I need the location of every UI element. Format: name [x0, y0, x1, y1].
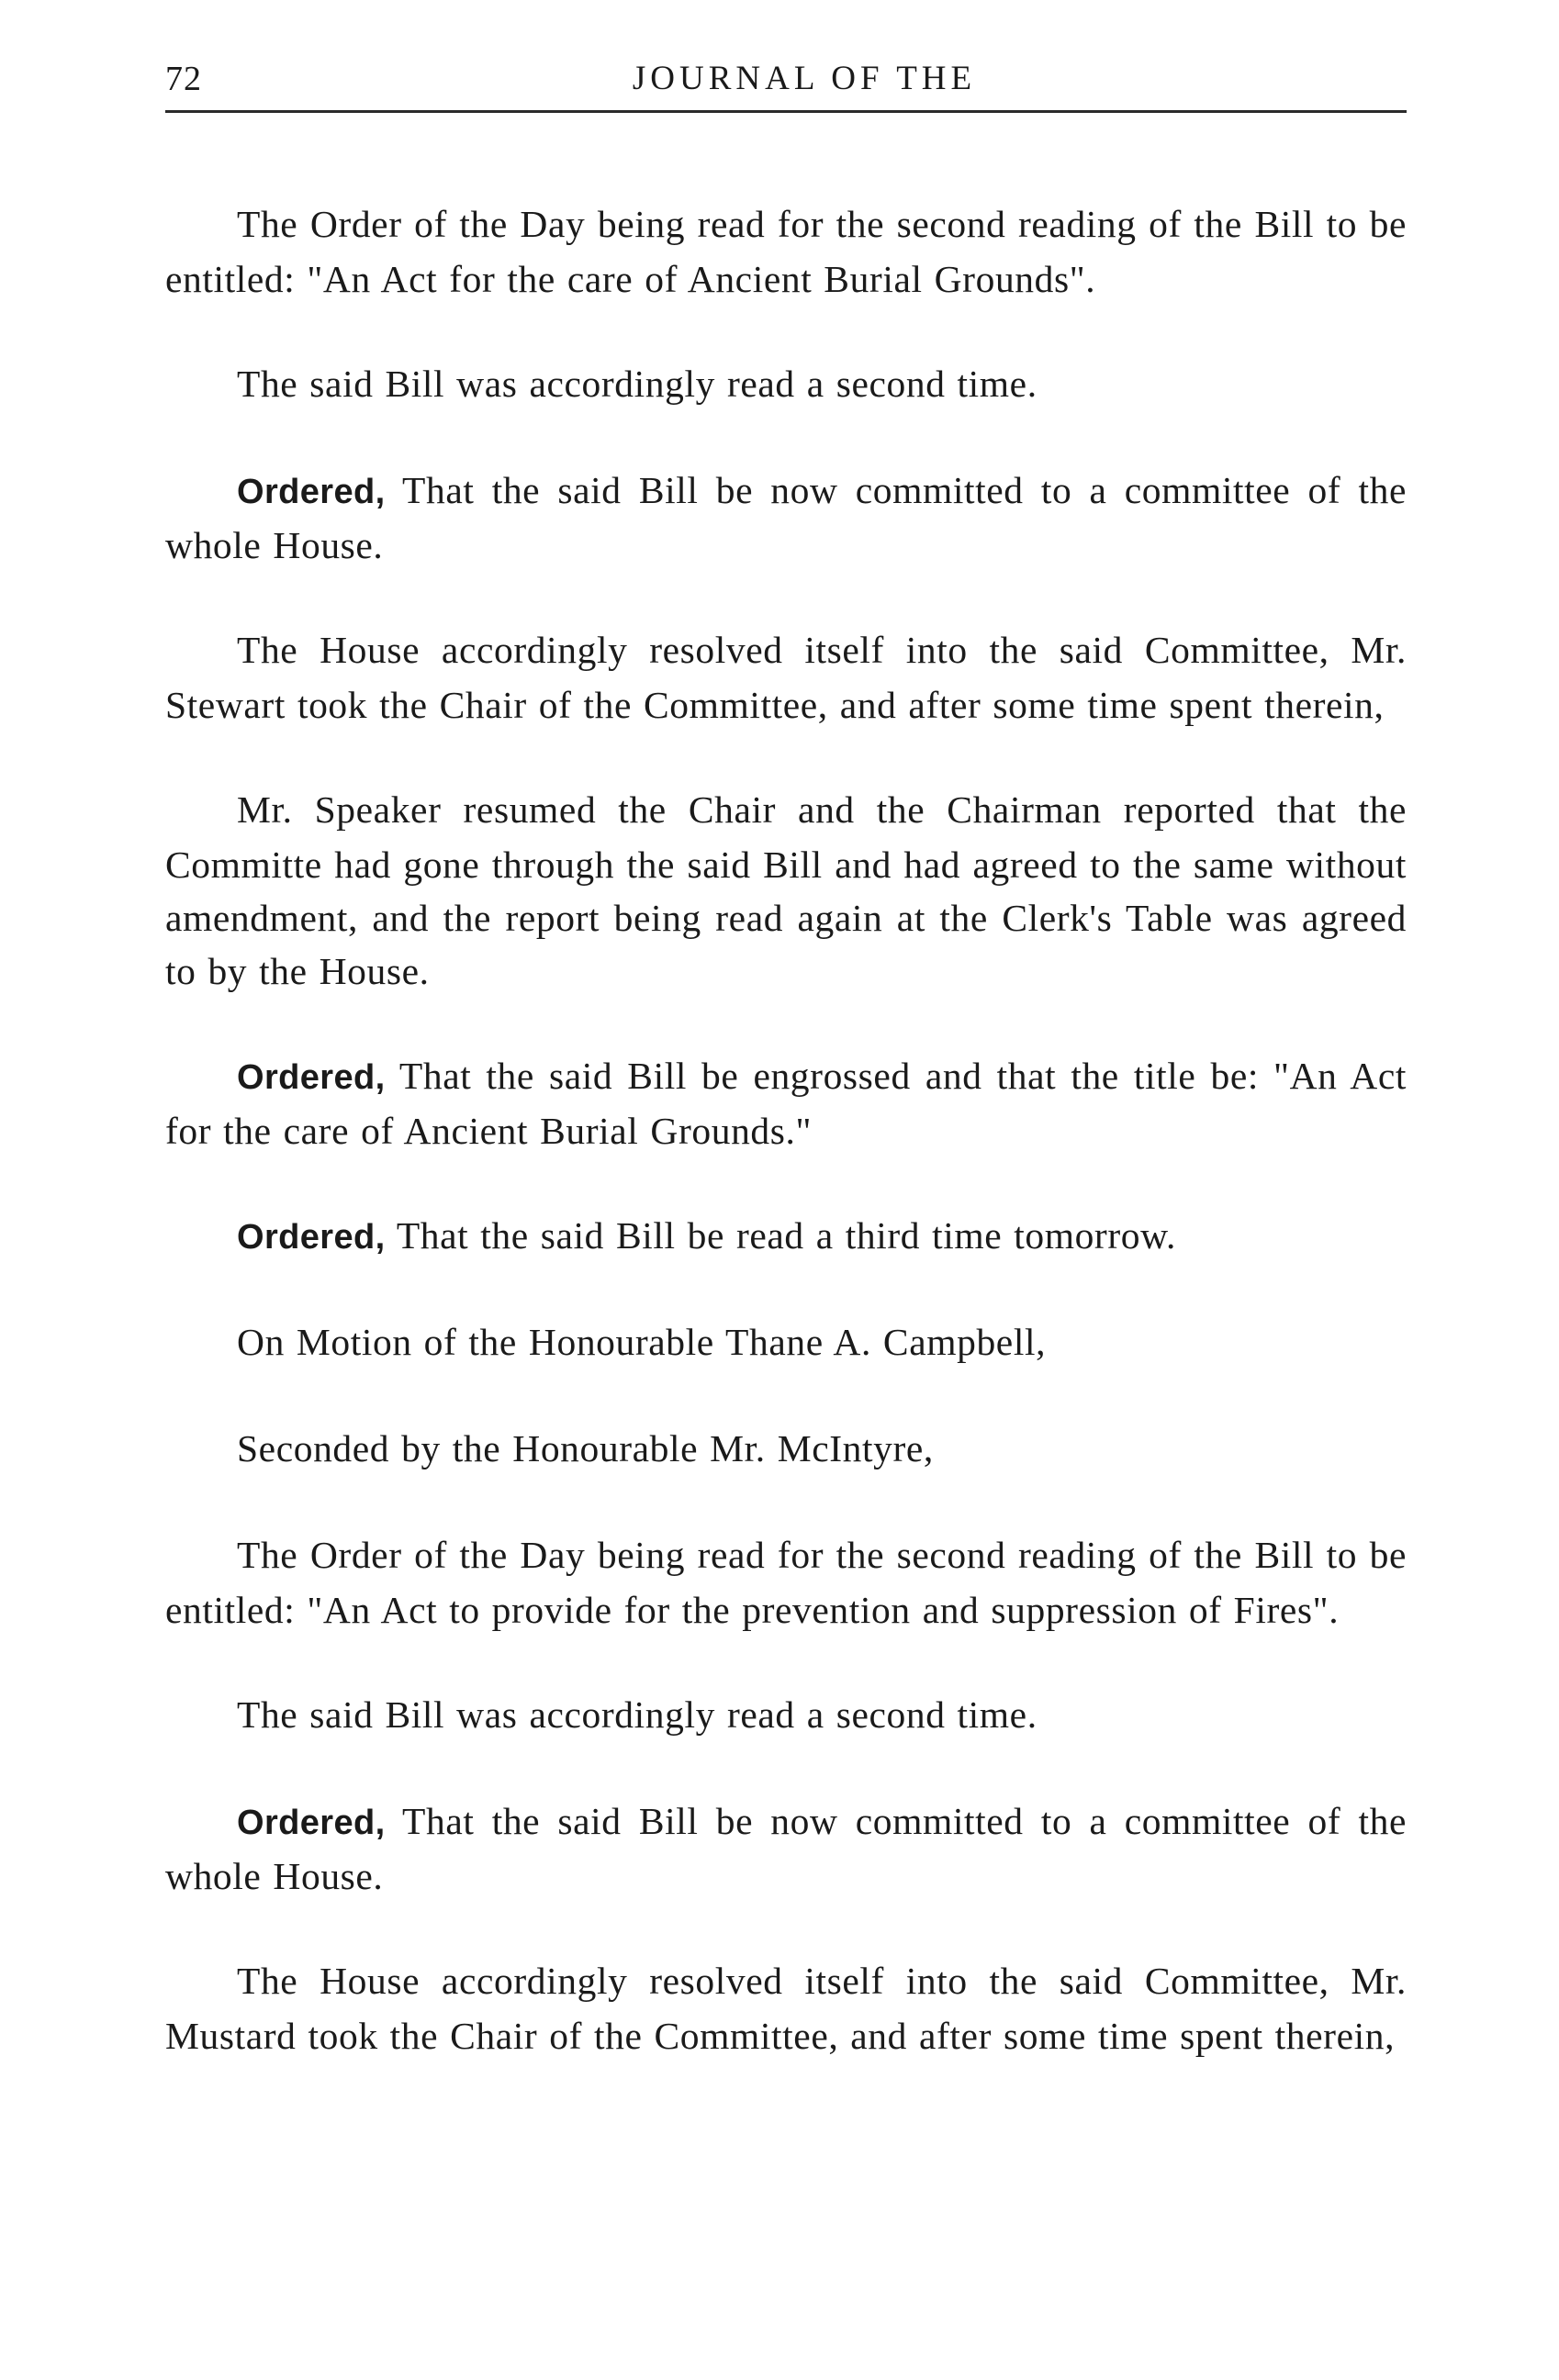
paragraph-text: That the said Bill be read a third time tomorrow. [396, 1214, 1176, 1257]
page-header [165, 53, 1407, 113]
paragraph-text: Mr. Speaker resumed the Chair and the Chairman reported that the Committe had gone through the said Bill and had agreed to the same without amendment, and the report being read again at the Clerk's Table was agreed to by the House. [165, 788, 1407, 992]
paragraph-second-reading-fires [165, 1688, 1407, 1743]
paragraph-lead: Ordered, [237, 1218, 386, 1257]
paragraph-speaker-resumed [165, 783, 1407, 998]
paragraph-second-reading [165, 357, 1407, 412]
paragraph-ordered-committed [165, 464, 1407, 572]
paragraph-text: Seconded by the Honourable Mr. McIntyre, [237, 1427, 934, 1469]
page-number: 72 [165, 60, 202, 98]
paragraph-text: That the said Bill be now committed to a committee of the whole House. [165, 469, 1407, 566]
paragraph-text: The House accordingly resolved itself into the said Committee, Mr. Stewart took the Chair of the Committee, and after some time spent therein, [165, 629, 1407, 726]
paragraph-lead: Ordered, [237, 1804, 386, 1842]
paragraph-ordered-third-reading [165, 1209, 1407, 1264]
paragraph-text: That the said Bill be engrossed and that the title be: "An Act for the care of Ancient Burial Grounds." [165, 1055, 1407, 1152]
paragraph-text: The Order of the Day being read for the second reading of the Bill to be entitled: "An Act to provide for the prevention and suppression of Fires". [165, 1534, 1407, 1631]
paragraph-seconded-mcintyre [165, 1422, 1407, 1477]
paragraph-house-resolved-stewart [165, 623, 1407, 732]
paragraph-text: The said Bill was accordingly read a second time. [237, 1693, 1037, 1736]
paragraph-house-resolved-mustard [165, 1954, 1407, 2062]
journal-body [165, 197, 1407, 2062]
paragraph-order-of-day-fires [165, 1528, 1407, 1637]
paragraph-text: The Order of the Day being read for the second reading of the Bill to be entitled: "An Act for the care of Ancient Burial Grounds". [165, 203, 1407, 300]
paragraph-text: On Motion of the Honourable Thane A. Campbell, [237, 1321, 1047, 1363]
paragraph-text: The said Bill was accordingly read a second time. [237, 363, 1037, 405]
paragraph-ordered-committed-fires [165, 1794, 1407, 1903]
paragraph-order-of-day-burial-grounds [165, 197, 1407, 306]
paragraph-text: The House accordingly resolved itself into the said Committee, Mr. Mustard took the Chair of the Committee, and after some time spent therein, [165, 1960, 1407, 2057]
paragraph-lead: Ordered, [237, 473, 386, 511]
running-title: JOURNAL OF THE [632, 60, 977, 97]
journal-page [165, 53, 1407, 2114]
paragraph-text: That the said Bill be now committed to a committee of the whole House. [165, 1800, 1407, 1897]
paragraph-lead: Ordered, [237, 1058, 386, 1097]
paragraph-ordered-engrossed [165, 1049, 1407, 1157]
paragraph-motion-campbell [165, 1315, 1407, 1370]
